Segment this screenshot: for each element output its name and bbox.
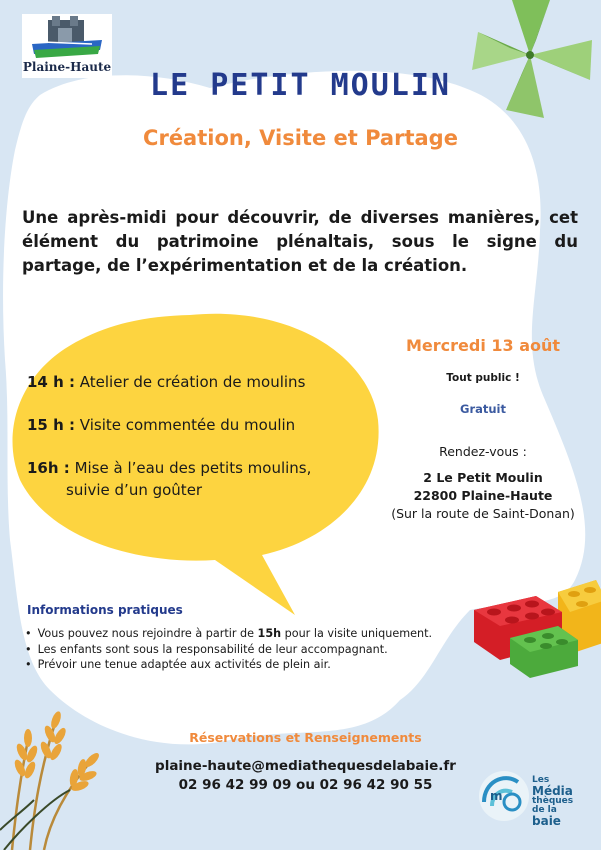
schedule-item-continuation (66, 481, 202, 499)
svg-text:m: m (490, 789, 503, 803)
mediatheques-logo (478, 766, 574, 828)
address-line-2: 22800 Plaine-Haute (413, 488, 553, 503)
schedule-text: Atelier de création de moulins (79, 373, 306, 391)
mediatheques-logo-icon (478, 766, 532, 826)
page-title: LE PETIT MOULIN (150, 68, 451, 103)
intro-text: Une après-midi pour découvrir, de diverses manières, cet élément du patrimoine plénaltais, sous le signe du partage, de l’expérimentation et de la création. (22, 208, 578, 275)
practical-info-title: Informations pratiques (27, 603, 183, 617)
list-item: • Les enfants sont sous la responsabilité de leur accompagnant. (22, 642, 432, 658)
event-date: Mercredi 13 août (405, 336, 561, 355)
town-crest-icon (22, 14, 112, 60)
contact-email[interactable]: plaine-haute@mediathequesdelabaie.fr (155, 758, 456, 774)
practical-info-list (22, 626, 432, 673)
lego-bricks-icon (466, 570, 601, 680)
rdv-label: Rendez-vous : (439, 444, 527, 459)
contact-phones: 02 96 42 99 09 ou 02 96 42 90 55 (178, 777, 433, 793)
audience: Tout public ! (446, 372, 520, 384)
logo-name: Plaine-Haute (22, 60, 112, 74)
schedule-item (27, 416, 295, 434)
schedule-time: 14 h : (27, 373, 75, 391)
page-subtitle: Création, Visite et Partage (143, 126, 458, 150)
schedule-text: Visite commentée du moulin (79, 416, 296, 434)
list-item: • Prévoir une tenue adaptée aux activités de plein air. (22, 657, 432, 673)
schedule-item (27, 373, 305, 391)
schedule-time: 15 h : (27, 416, 75, 434)
contact-title: Réservations et Renseignements (189, 730, 422, 745)
schedule-item (27, 459, 311, 477)
schedule-text: suivie d’un goûter (66, 481, 203, 499)
list-item: • Vous pouvez nous rejoindre à partir de 15h pour la visite uniquement. (22, 626, 432, 642)
schedule-text: Mise à l’eau des petits moulins, (74, 459, 312, 477)
mediatheques-logo-text: Les Média thèques de la baie (532, 775, 574, 828)
address-note: (Sur la route de Saint-Donan) (391, 506, 575, 521)
address-line-1: 2 Le Petit Moulin (423, 470, 543, 485)
schedule-time: 16h : (27, 459, 70, 477)
price: Gratuit (460, 402, 506, 416)
